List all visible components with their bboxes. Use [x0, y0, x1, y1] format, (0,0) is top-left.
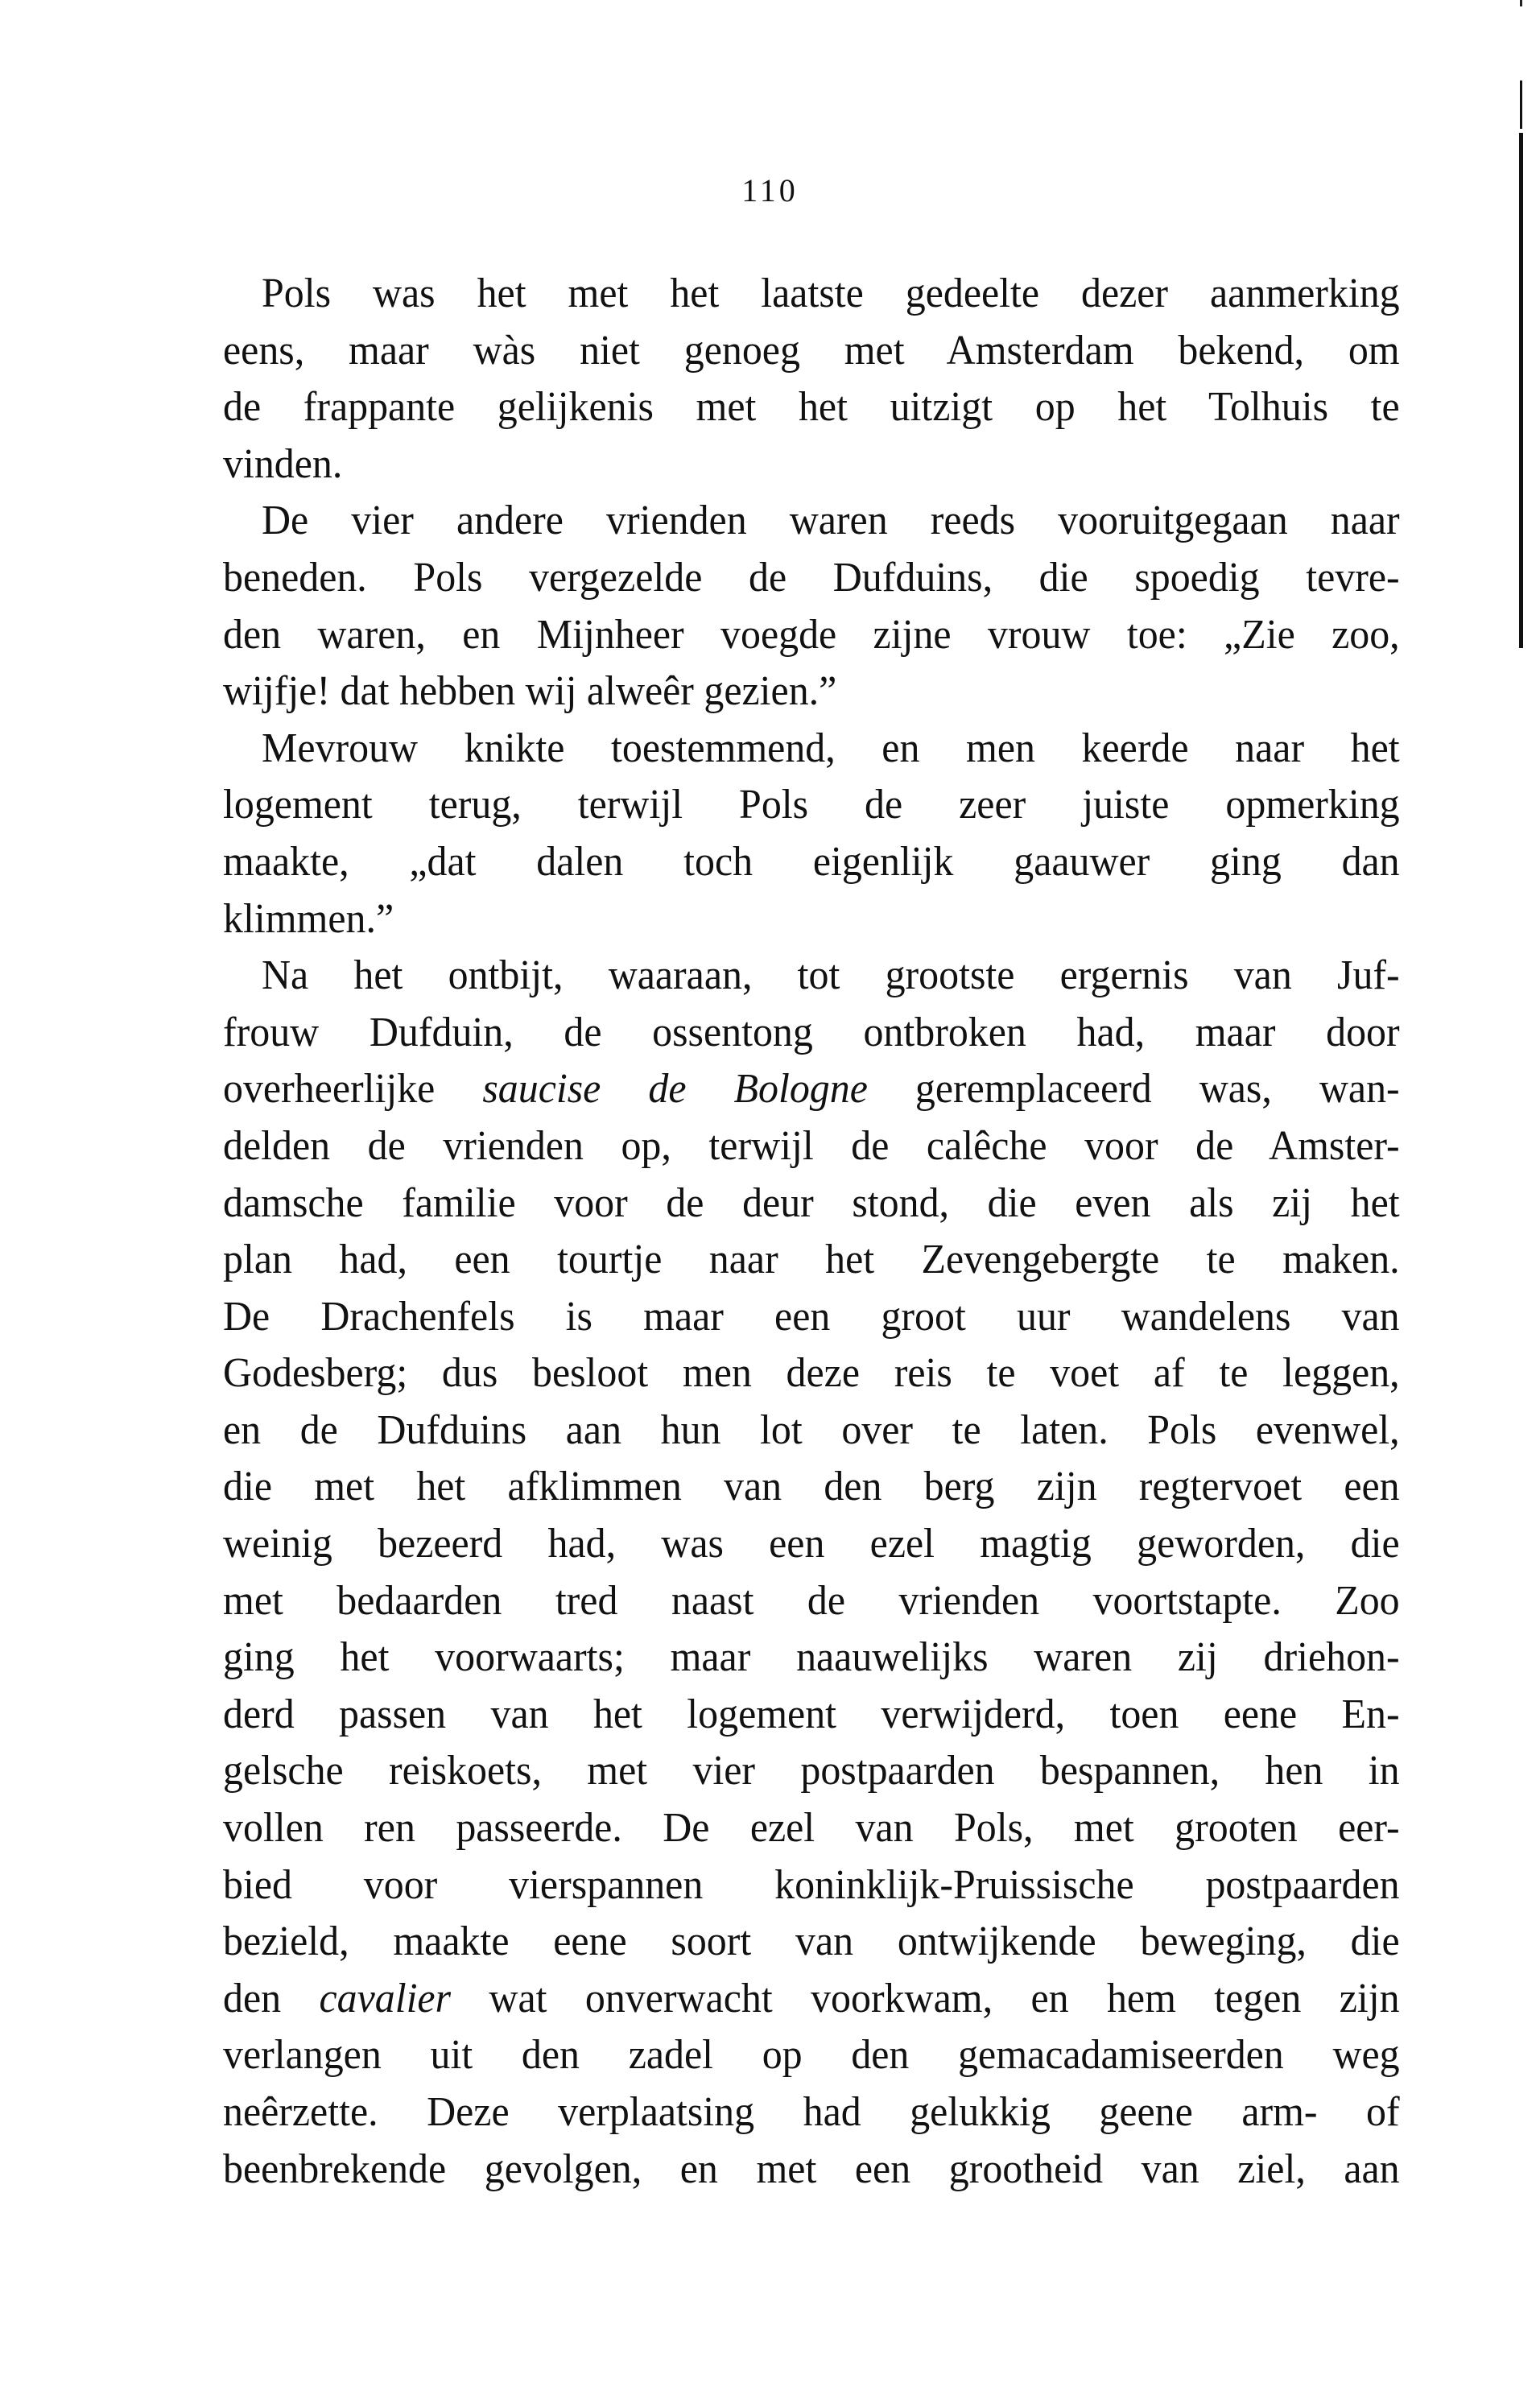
- text-line: beenbrekende gevolgen, en met een grootheid van ziel, aan: [223, 2145, 1400, 2192]
- scan-edge-shadow-top: [1520, 81, 1522, 129]
- text-line: met bedaarden tred naast de vrienden voortstapte. Zoo: [223, 1577, 1400, 1624]
- text-line: damsche familie voor de deur stond, die even als zij het: [223, 1179, 1400, 1226]
- text-line: wijfje! dat hebben wij alweêr gezien.”: [223, 668, 837, 715]
- text-line: frouw Dufduin, de ossentong ontbroken had, maar door: [223, 1009, 1400, 1055]
- text-line: Pols was het met het laatste gedeelte dezer aanmerking: [262, 270, 1400, 316]
- italic-phrase: cavalier: [319, 1975, 452, 2022]
- scan-edge-mark: [1520, 0, 1522, 6]
- text-line: maakte, „dat dalen toch eigenlijk gaauwer ging dan: [223, 838, 1400, 885]
- text-line: delden de vrienden op, terwijl de calêche voor de Amster-: [223, 1122, 1400, 1169]
- text-line: [223, 1061, 1400, 1118]
- text-line: weinig bezeerd had, was een ezel magtig geworden, die: [223, 1521, 1400, 1567]
- body-text: [223, 266, 1402, 2198]
- text-segment: overheerlijke: [223, 1066, 483, 1113]
- italic-phrase: saucise de Bologne: [482, 1066, 868, 1113]
- text-line: bezield, maakte eene soort van ontwijkende beweging, die: [223, 1918, 1400, 1965]
- text-line: [223, 1971, 1400, 2028]
- text-line: Na het ontbijt, waaraan, tot grootste ergernis van Juf-: [262, 952, 1400, 999]
- text-line: bied voor vierspannen koninklijk-Pruissische postpaarden: [223, 1861, 1400, 1908]
- text-line: derd passen van het logement verwijderd, toen eene En-: [223, 1691, 1400, 1737]
- text-line: gelsche reiskoets, met vier postpaarden bespannen, hen in: [223, 1748, 1400, 1794]
- text-line: logement terug, terwijl Pols de zeer juiste opmerking: [223, 782, 1400, 828]
- text-line: verlangen uit den zadel op den gemacadamiseerden weg: [223, 2032, 1400, 2079]
- text-line: eens, maar wàs niet genoeg met Amsterdam bekend, om: [223, 327, 1400, 374]
- text-segment: den: [223, 1975, 320, 2022]
- text-line: klimmen.”: [223, 895, 394, 942]
- text-line: den waren, en Mijnheer voegde zijne vrouw toe: „Zie zoo,: [223, 611, 1400, 658]
- text-segment: wat onverwacht voorkwam, en hem tegen zijn: [451, 1975, 1400, 2022]
- text-segment: geremplaceerd was, wan-: [867, 1066, 1400, 1113]
- text-line: ging het voorwaarts; maar naauwelijks waren zij driehon-: [223, 1634, 1400, 1681]
- text-line: en de Dufduins aan hun lot over te laten. Pols evenwel,: [223, 1406, 1400, 1453]
- text-line: vollen ren passeerde. De ezel van Pols, met grooten eer-: [223, 1805, 1400, 1852]
- text-line: plan had, een tourtje naar het Zevengebergte te maken.: [223, 1237, 1400, 1283]
- text-line: de frappante gelijkenis met het uitzigt op het Tolhuis te: [223, 384, 1400, 431]
- text-line: De Drachenfels is maar een groot uur wandelens van: [223, 1293, 1400, 1340]
- text-line: Godesberg; dus besloot men deze reis te voet af te leggen,: [223, 1350, 1400, 1397]
- text-line: beneden. Pols vergezelde de Dufduins, die spoedig tevre-: [223, 554, 1400, 601]
- text-line: De vier andere vrienden waren reeds vooruitgegaan naar: [262, 498, 1400, 544]
- text-line: neêrzette. Deze verplaatsing had gelukkig geene arm- of: [223, 2089, 1400, 2135]
- text-line: vinden.: [223, 440, 343, 487]
- text-line: Mevrouw knikte toestemmend, en men keerde naar het: [262, 725, 1400, 771]
- text-line: die met het afklimmen van den berg zijn regtervoet een: [223, 1464, 1400, 1510]
- page-number: 110: [741, 172, 799, 209]
